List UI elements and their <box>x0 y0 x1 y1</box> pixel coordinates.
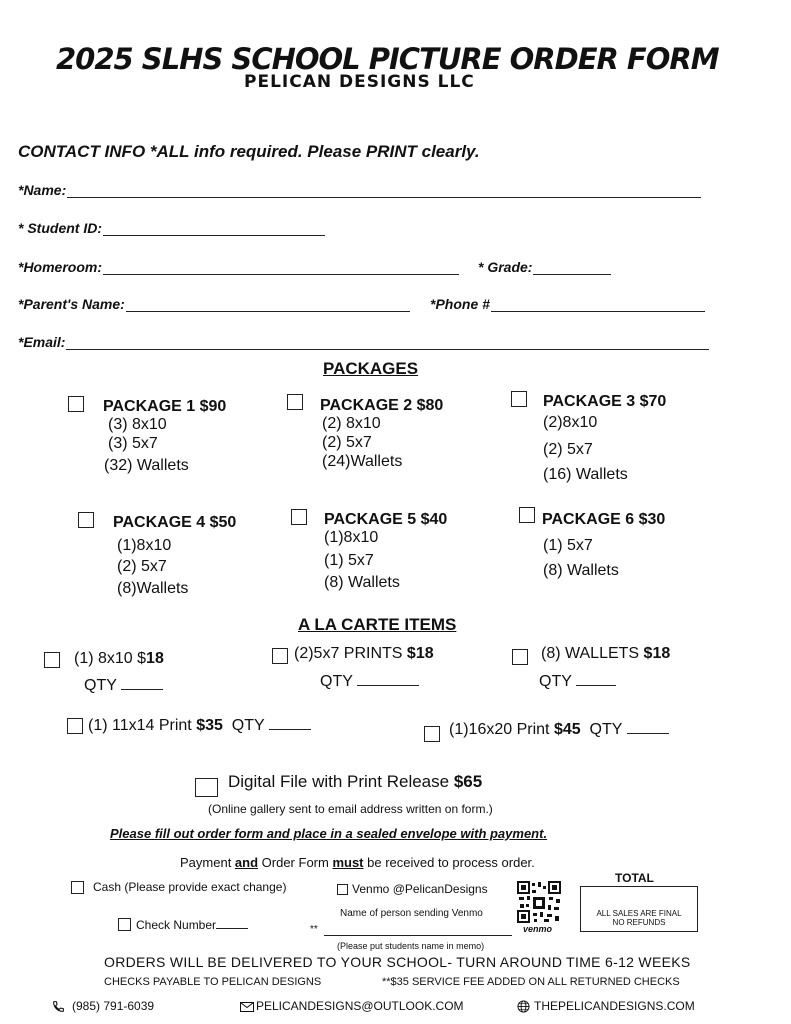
envelope-icon <box>240 1001 254 1011</box>
memo-note: (Please put students name in memo) <box>337 941 485 951</box>
package-3-line-3: (16) Wallets <box>543 466 628 483</box>
venmo-name-label: Name of person sending Venmo <box>340 908 483 919</box>
alacarte-16x20-label: (1)16x20 Print $45 QTY <box>449 721 669 739</box>
alacarte-16x20-checkbox[interactable] <box>424 726 440 742</box>
digital-file-checkbox[interactable] <box>195 778 218 797</box>
email-label: *Email: <box>18 334 66 350</box>
name-line[interactable] <box>67 183 701 198</box>
package-2-checkbox[interactable] <box>287 394 303 410</box>
package-5-line-3: (8) Wallets <box>324 574 400 591</box>
delivery-note: ORDERS WILL BE DELIVERED TO YOUR SCHOOL- TURN AROUND TIME 6-12 WEEKS <box>104 954 691 970</box>
cash-label: Cash (Please provide exact change) <box>93 880 287 894</box>
alacarte-wallets-qty[interactable]: QTY <box>539 673 616 691</box>
total-label: TOTAL <box>615 871 654 885</box>
package-1-line-2: (3) 5x7 <box>108 435 158 452</box>
parent-name-label: *Parent's Name: <box>18 296 125 312</box>
cash-checkbox[interactable] <box>71 881 84 894</box>
package-6-line-2: (8) Wallets <box>543 562 619 579</box>
email-field[interactable] <box>18 334 709 350</box>
package-3-checkbox[interactable] <box>511 391 527 407</box>
package-5-line-1: (1)8x10 <box>324 529 379 546</box>
grade-label: * Grade: <box>478 259 533 275</box>
package-1-line-1: (3) 8x10 <box>108 416 167 433</box>
digital-file-label: Digital File with Print Release $65 <box>228 772 483 791</box>
venmo-name-line[interactable] <box>324 935 512 936</box>
qr-code-icon <box>516 880 562 924</box>
venmo-checkbox[interactable] <box>337 884 348 895</box>
alacarte-5x7-qty[interactable]: QTY <box>320 673 419 691</box>
phone-icon <box>52 1000 65 1013</box>
package-4-line-3: (8)Wallets <box>117 580 189 597</box>
package-1-line-3: (32) Wallets <box>104 457 189 474</box>
alacarte-8x10-label: (1) 8x10 $18 <box>74 650 164 667</box>
package-2-line-3: (24)Wallets <box>322 453 403 470</box>
globe-icon <box>517 1000 530 1013</box>
alacarte-5x7-label: (2)5x7 PRINTS $18 <box>294 645 434 662</box>
form-title: 2025 SLHS SCHOOL PICTURE ORDER FORM <box>56 42 719 76</box>
venmo-label: Venmo @PelicanDesigns <box>352 882 488 896</box>
package-5-title: PACKAGE 5 $40 <box>324 511 448 528</box>
alacarte-wallets-checkbox[interactable] <box>512 649 528 665</box>
package-1-title: PACKAGE 1 $90 <box>103 398 227 415</box>
email-line[interactable] <box>66 335 709 350</box>
package-5-checkbox[interactable] <box>291 509 307 525</box>
package-4-checkbox[interactable] <box>78 512 94 528</box>
package-4-line-2: (2) 5x7 <box>117 558 167 575</box>
payment-requirement: Payment and Order Form must be received to process order. <box>180 855 535 870</box>
homeroom-line[interactable] <box>103 260 459 275</box>
package-4-line-1: (1)8x10 <box>117 537 172 554</box>
envelope-instructions: Please fill out order form and place in a sealed envelope with payment. <box>110 826 548 841</box>
alacarte-5x7-checkbox[interactable] <box>272 648 288 664</box>
alacarte-wallets-label: (8) WALLETS $18 <box>541 645 671 662</box>
packages-heading: PACKAGES <box>323 359 419 378</box>
footer-website[interactable]: THEPELICANDESIGNS.COM <box>517 999 695 1013</box>
service-fee-note: **$35 SERVICE FEE ADDED ON ALL RETURNED CHECKS <box>382 976 680 988</box>
phone-field[interactable] <box>430 296 705 312</box>
package-5-line-2: (1) 5x7 <box>324 552 374 569</box>
student-id-label: * Student ID: <box>18 220 102 236</box>
footer-email[interactable]: PELICANDESIGNS@OUTLOOK.COM <box>240 999 464 1013</box>
alacarte-8x10-qty[interactable]: QTY <box>84 677 163 695</box>
package-4-title: PACKAGE 4 $50 <box>113 514 237 531</box>
final-sales-note: ALL SALES ARE FINAL NO REFUNDS <box>596 909 682 927</box>
total-box[interactable] <box>580 886 698 932</box>
package-2-line-1: (2) 8x10 <box>322 415 381 432</box>
name-field[interactable] <box>18 182 701 198</box>
student-id-field[interactable] <box>18 220 325 236</box>
package-2-title: PACKAGE 2 $80 <box>320 397 444 414</box>
check-number-field[interactable]: Check Number <box>136 918 248 932</box>
footer-phone[interactable]: (985) 791-6039 <box>52 999 154 1013</box>
name-label: *Name: <box>18 182 67 198</box>
grade-line[interactable] <box>533 260 611 275</box>
phone-label: *Phone # <box>430 296 490 312</box>
package-6-line-1: (1) 5x7 <box>543 537 593 554</box>
alacarte-8x10-checkbox[interactable] <box>44 652 60 668</box>
digital-file-note: (Online gallery sent to email address written on form.) <box>208 802 493 816</box>
package-3-line-1: (2)8x10 <box>543 414 598 431</box>
package-2-line-2: (2) 5x7 <box>322 434 372 451</box>
student-id-line[interactable] <box>103 221 325 236</box>
package-3-title: PACKAGE 3 $70 <box>543 393 667 410</box>
parent-name-line[interactable] <box>126 297 410 312</box>
check-checkbox[interactable] <box>118 918 131 931</box>
company-name: PELICAN DESIGNS LLC <box>244 72 475 92</box>
package-6-title: PACKAGE 6 $30 <box>542 511 666 528</box>
parent-name-field[interactable] <box>18 296 410 312</box>
package-3-line-2: (2) 5x7 <box>543 441 593 458</box>
homeroom-label: *Homeroom: <box>18 259 103 275</box>
package-1-checkbox[interactable] <box>68 396 84 412</box>
package-6-checkbox[interactable] <box>519 507 535 523</box>
phone-line[interactable] <box>491 297 705 312</box>
contact-heading: CONTACT INFO *ALL info required. Please PRINT clearly. <box>18 142 480 161</box>
venmo-logo: venmo <box>523 924 553 934</box>
grade-field[interactable] <box>478 259 611 275</box>
venmo-asterisks: ** <box>310 924 318 935</box>
checks-payable-note: CHECKS PAYABLE TO PELICAN DESIGNS <box>104 976 322 988</box>
alacarte-11x14-checkbox[interactable] <box>67 718 83 734</box>
alacarte-11x14-label: (1) 11x14 Print $35 QTY <box>88 717 311 735</box>
homeroom-field[interactable] <box>18 259 459 275</box>
alacarte-heading: A LA CARTE ITEMS <box>298 615 457 634</box>
